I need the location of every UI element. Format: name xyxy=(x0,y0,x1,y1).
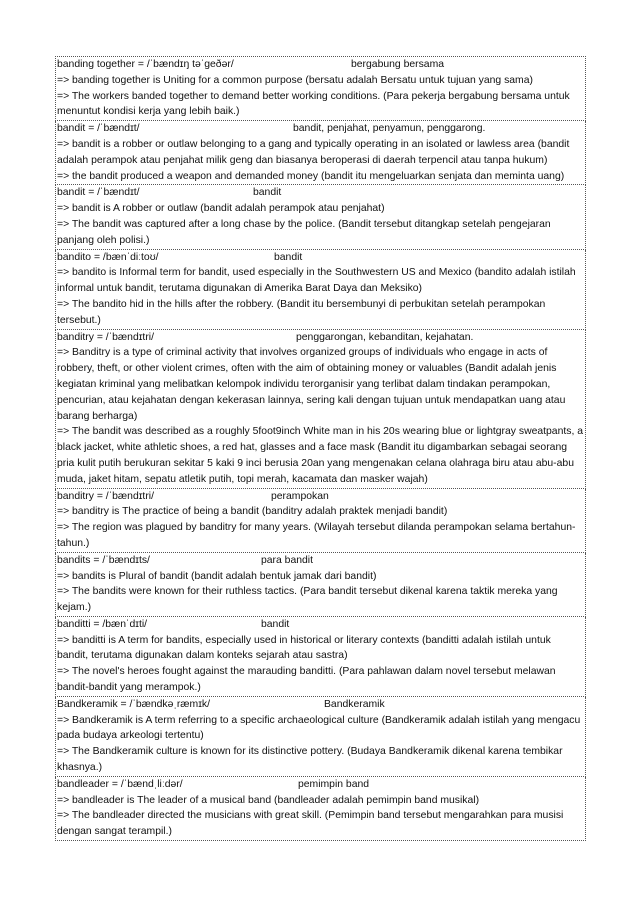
entry-header xyxy=(56,617,585,633)
glossary-entry xyxy=(55,553,586,617)
entry-definition: => banditry is The practice of being a bandit (banditry adalah praktek menjadi bandit) xyxy=(57,506,448,518)
entry-example: => The bandito hid in the hills after the robbery. (Bandit itu bersembunyi di perbukitan setelah perampokan tersebut.) xyxy=(57,298,546,326)
glossary-entry xyxy=(55,777,586,841)
entry-header xyxy=(56,697,585,713)
entry-term: banding together = /ˈbændɪŋ təˈɡeðər/ xyxy=(57,59,234,70)
entry-header xyxy=(56,57,585,73)
entry-example: => The bandleader directed the musicians with great skill. (Pemimpin band tersebut mengarahkan para musisi dengan sangat terampil.) xyxy=(57,810,564,838)
entry-example: => The workers banded together to demand better working conditions. (Para pekerja bergabung bersama untuk menuntut kondisi kerja yang lebih baik.) xyxy=(57,90,570,118)
entry-header xyxy=(56,489,585,505)
entry-example: => The bandit was captured after a long chase by the police. (Bandit tersebut ditangkap setelah pengejaran panjang oleh polisi.) xyxy=(57,218,551,246)
glossary-entry xyxy=(55,489,586,553)
glossary-entry xyxy=(55,250,586,330)
entry-definition: => Banditry is a type of criminal activity that involves organized groups of individuals who engage in acts of robbery, theft, or other violent crimes, often with the aim of obtaining money or valuables (Bandit adalah jenis kegiatan kriminal yang melibatkan kelompok individu terorganisir yang terlibat dalam tindakan perampokan, pencurian, atau kejahatan dengan kekerasan lainnya, sering kali dengan tujuan untuk mendapatkan uang atau barang berharga) xyxy=(57,347,566,422)
entry-meaning: Bandkeramik xyxy=(324,698,385,710)
entry-meaning: perampokan xyxy=(271,490,329,502)
entry-term: Bandkeramik = /ˈbændkəˌræmɪk/ xyxy=(57,698,210,710)
glossary-entry xyxy=(55,697,586,777)
entry-meaning: bergabung bersama xyxy=(351,59,445,70)
entry-meaning: pemimpin band xyxy=(298,778,370,790)
entry-definition: => bandleader is The leader of a musical band (bandleader adalah pemimpin band musikal) xyxy=(57,794,480,806)
entry-meaning: bandit xyxy=(274,251,303,263)
entry-meaning: bandit xyxy=(253,187,282,199)
entry-meaning: penggarongan, kebanditan, kejahatan. xyxy=(296,331,474,343)
entry-header xyxy=(56,330,585,346)
entry-meaning: para bandit xyxy=(261,554,313,566)
entry-meaning: bandit xyxy=(261,618,290,630)
entry-term: bandito = /bænˈdiːtoʊ/ xyxy=(57,251,159,263)
entry-definition: => bandits is Plural of bandit (bandit adalah bentuk jamak dari bandit) xyxy=(57,570,377,582)
entry-example: => The region was plagued by banditry for many years. (Wilayah tersebut dilanda perampokan selama bertahun-tahun.) xyxy=(57,522,576,549)
entry-header xyxy=(56,777,585,793)
entry-example: => The bandits were known for their ruthless tactics. (Para bandit tersebut dikenal karena taktik mereka yang kejam.) xyxy=(57,586,558,614)
entry-definition: => bandit is A robber or outlaw (bandit adalah perampok atau penjahat) xyxy=(57,203,385,215)
glossary-entry xyxy=(55,330,586,489)
entry-term: banditry = /ˈbændɪtri/ xyxy=(57,490,154,502)
entry-example: => The Bandkeramik culture is known for its distinctive pottery. (Budaya Bandkeramik dikenal karena tembikar khasnya.) xyxy=(57,746,563,774)
entry-term: banditry = /ˈbændɪtri/ xyxy=(57,331,154,343)
entry-term: bandleader = /ˈbændˌliːdər/ xyxy=(57,778,183,790)
entry-header xyxy=(56,250,585,266)
entry-header xyxy=(56,121,585,137)
glossary-entry xyxy=(55,617,586,697)
entry-example: => The bandit was described as a roughly 5foot9inch White man in his 20s wearing blue or lightgray sweatpants, a black jacket, white athletic shoes, a red hat, glasses and a face mask (Bandit itu digambarkan sebagai seorang pria kulit putih berukuran sekitar 5 kaki 9 inci berusia 20an yang mengenakan celana olahraga biru atau abu-abu muda, jaket hitam, sepatu atletik putih, topi merah, kacamata dan masker wajah) xyxy=(57,426,583,485)
glossary-entry xyxy=(55,121,586,185)
entry-term: bandit = /ˈbændɪt/ xyxy=(57,123,140,135)
entry-definition: => Bandkeramik is A term referring to a specific archaeological culture (Bandkeramik adalah istilah yang mengacu pada budaya arkeologi tertentu) xyxy=(57,714,581,742)
entry-definition: => bandit is a robber or outlaw belonging to a gang and typically operating in an isolated or lawless area (bandit adalah perampok atau penjahat milik geng dan biasanya beroperasi di daerah terpencil atau tanpa hukum) xyxy=(57,138,570,166)
entry-definition: => banditti is A term for bandits, especially used in historical or literary contexts (banditti adalah istilah untuk bandit, terutama digunakan dalam konteks sejarah atau sastra) xyxy=(57,634,551,662)
entry-term: bandit = /ˈbændɪt/ xyxy=(57,187,140,199)
entry-example: => The novel's heroes fought against the marauding banditti. (Para pahlawan dalam novel tersebut melawan bandit-bandit yang merampok.) xyxy=(57,666,556,694)
glossary-page xyxy=(55,56,586,841)
entry-term: banditti = /bænˈdɪti/ xyxy=(57,618,148,630)
glossary-entry xyxy=(55,56,586,121)
glossary-entry xyxy=(55,185,586,249)
entry-header xyxy=(56,553,585,569)
entry-term: bandits = /ˈbændɪts/ xyxy=(57,554,150,566)
entry-example: => the bandit produced a weapon and demanded money (bandit itu mengeluarkan senjata dan meminta uang) xyxy=(57,170,565,182)
entry-header xyxy=(56,185,585,201)
entry-meaning: bandit, penjahat, penyamun, penggarong. xyxy=(293,123,486,135)
entry-definition: => banding together is Uniting for a common purpose (bersatu adalah Bersatu untuk tujuan yang sama) xyxy=(57,74,533,86)
entry-definition: => bandito is Informal term for bandit, used especially in the Southwestern US and Mexico (bandito adalah istilah informal untuk bandit, terutama digunakan di Amerika Barat Daya dan Meksiko) xyxy=(57,267,576,295)
